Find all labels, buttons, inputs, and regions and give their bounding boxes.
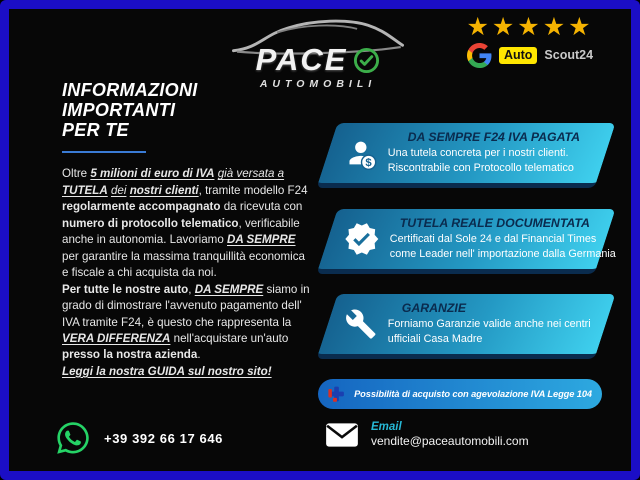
brand-subtitle: AUTOMOBILI [259,78,377,90]
title-underline [62,151,146,153]
google-icon [467,43,492,68]
email-icon [325,422,359,448]
autoscout-scout-label: Scout24 [544,48,594,62]
brand-name: PACE [255,42,348,77]
legge104-label: Possibilità di acquisto con agevolazione IVA Legge 104 [354,389,592,399]
banner-line: Certificati dal Sole 24 e dal Financial Times [389,233,597,246]
email-label: Email [371,421,402,433]
banner-line: Riscontrabile con Protocollo telematico [387,162,574,174]
banner-title: TUTELA REALE DOCUMENTATA [399,216,590,231]
brand-logo [212,8,424,90]
star-rating: ★★★★★ [466,13,594,41]
banner-f24-iva-pagata [316,123,615,188]
legge104-icon [328,384,345,404]
page-title: INFORMAZIONI IMPORTANTI PER TE [62,80,198,141]
banner-line: come Leader nell' importazione dalla Germania [389,248,616,260]
banner-garanzie [316,294,615,359]
email-address: vendite@paceautomobili.com [371,434,529,448]
email-contact[interactable] [325,421,529,448]
phone-number: +39 392 66 17 646 [104,430,223,446]
banner-title: GARANZIE [401,301,467,316]
info-paragraph: Oltre 5 milioni di euro di IVA già versata a TUTELA dei nostri clienti, tramite modello F24 regolarmente accompagnato da ricevuta con numero di protocollo telematico, verificabile anche in autonomia. Lavoriamo DA SEMPRE per garantire la massima tranquillità economica e fiscale a chi acquista da noi. Per tutte le nostre auto, DA SEMPRE siamo in grado di dimostrare l'avvenuto pagamento dell' IVA tramite F24, è questo che rappresenta la VERA DIFFERENZA nell'acquistare un'auto presso la nostra azienda. Leggi la nostra GUIDA sul nostro sito! [62,167,310,378]
info-column [62,80,310,380]
whatsapp-contact[interactable] [55,420,223,456]
banner-line: ufficiali Casa Madre [387,333,483,345]
banner-tutela-documentata [316,209,615,274]
legge104-pill [318,379,602,409]
svg-text:$: $ [365,157,372,170]
banner-title: DA SEMPRE F24 IVA PAGATA [407,130,581,145]
banner-line: Una tutela concreta per i nostri clienti. [387,147,569,160]
ratings-block [452,14,608,68]
banner-line: Forniamo Garanzie valide anche nei centri [387,318,591,331]
wrench-icon [344,308,378,340]
certificate-badge-icon [344,221,380,257]
green-check-icon [353,47,380,74]
person-coin-icon [344,136,378,170]
autoscout-auto-badge: Auto [499,47,537,64]
whatsapp-icon [55,420,91,456]
